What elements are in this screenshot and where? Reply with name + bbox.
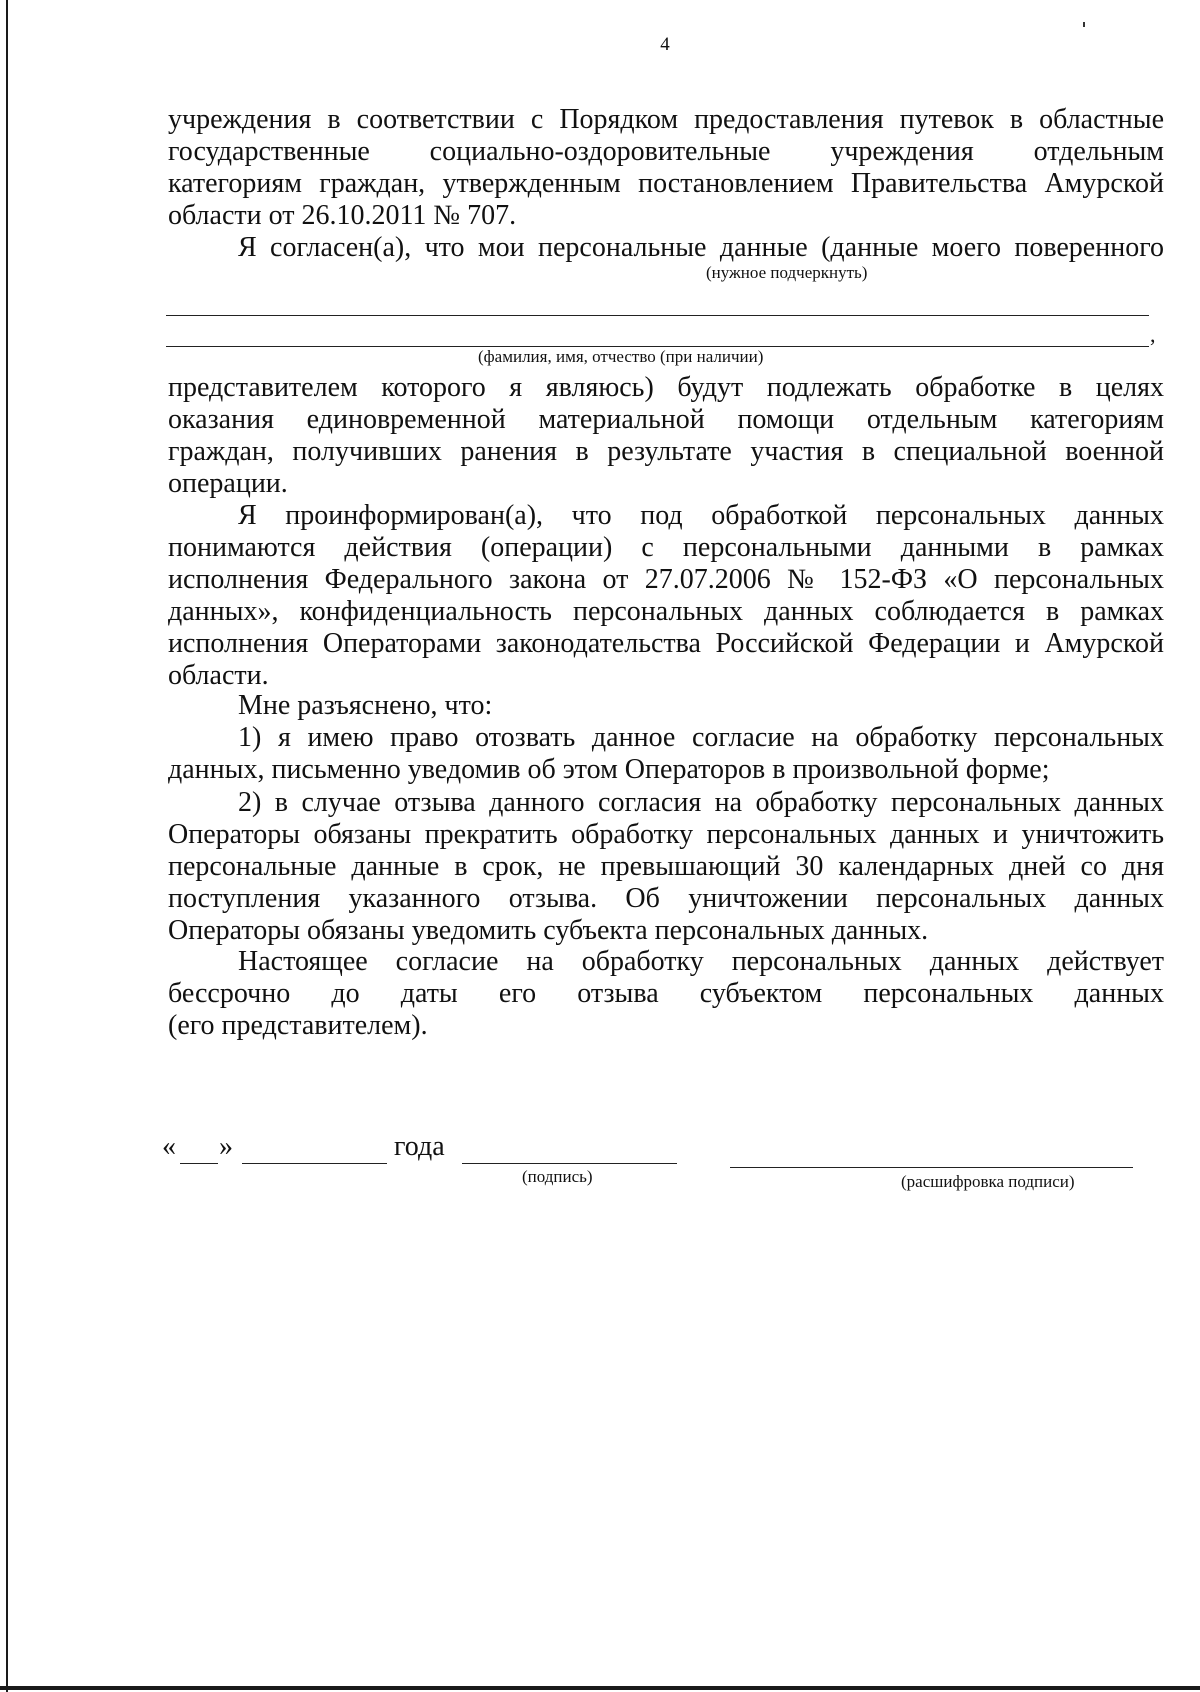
day-field[interactable]: [180, 1163, 218, 1164]
text-line: области от 26.10.2011 № 707.: [168, 200, 517, 231]
text-line: Настоящее согласие на обработку персональных данных действует: [238, 946, 1164, 977]
text-line: оказания единовременной материальной помощи отдельным категориям: [168, 404, 1164, 435]
text-line: поступления указанного отзыва. Об уничтожении персональных данных: [168, 883, 1164, 914]
name-line-comma: ,: [1150, 322, 1156, 347]
text-line: 2) в случае отзыва данного согласия на обработку персональных данных: [238, 787, 1164, 818]
paragraph-validity: [168, 946, 1164, 1042]
text-line: представителем которого я являюсь) будут подлежать обработке в целях: [168, 372, 1164, 403]
year-word: года: [394, 1131, 445, 1162]
text-line: учреждения в соответствии с Порядком предоставления путевок в областные: [168, 104, 1164, 135]
consent-intro: [168, 232, 1164, 264]
decoding-caption: (расшифровка подписи): [901, 1172, 1075, 1191]
signature-caption: (подпись): [522, 1167, 593, 1186]
page-number: 4: [660, 34, 670, 55]
item-withdraw-consequences: [168, 787, 1164, 947]
text-line: персональные данные в срок, не превышающий 30 календарных дней со дня: [168, 851, 1164, 882]
date-quote-close: »: [219, 1131, 233, 1162]
text-line: Я согласен(а), что мои персональные данные (данные моего поверенного: [238, 232, 1164, 263]
text-line: области.: [168, 660, 269, 691]
scan-bottom-edge: [0, 1686, 1200, 1690]
attorney-name-line-1[interactable]: [166, 315, 1149, 316]
month-field[interactable]: [242, 1163, 387, 1164]
text-line: граждан, получивших ранения в результате участия в специальной военной: [168, 436, 1164, 467]
explained-heading: [168, 690, 1164, 722]
signature-field[interactable]: [462, 1163, 677, 1164]
paragraph-informed: [168, 500, 1164, 692]
text-line: (его представителем).: [168, 1010, 428, 1041]
underline-hint: (нужное подчеркнуть): [706, 263, 868, 282]
text-line: операции.: [168, 468, 288, 499]
text-line: понимаются действия (операции) с персональными данными в рамках: [168, 532, 1164, 563]
scan-speck: [1083, 22, 1085, 27]
scan-left-edge: [6, 0, 8, 1692]
text-line: категориям граждан, утвержденным постановлением Правительства Амурской: [168, 168, 1164, 199]
paragraph-purpose: [168, 372, 1164, 500]
text-line: Мне разъяснено, что:: [238, 690, 493, 721]
text-line: Я проинформирован(а), что под обработкой персональных данных: [238, 500, 1164, 531]
item-withdraw-right: [168, 722, 1164, 786]
text-line: Операторы обязаны уведомить субъекта персональных данных.: [168, 915, 929, 946]
text-line: данных, письменно уведомив об этом Операторов в произвольной форме;: [168, 754, 1050, 785]
text-line: 1) я имею право отозвать данное согласие на обработку персональных: [238, 722, 1164, 753]
date-quote-open: «: [162, 1131, 176, 1162]
text-line: данных», конфиденциальность персональных данных соблюдается в рамках: [168, 596, 1164, 627]
paragraph-institutions: [168, 104, 1164, 232]
text-line: исполнения Федерального закона от 27.07.2006 № 152-ФЗ «О персональных: [168, 564, 1164, 595]
signature-decoding-field[interactable]: [730, 1167, 1133, 1168]
text-line: исполнения Операторами законодательства Российской Федерации и Амурской: [168, 628, 1164, 659]
text-line: государственные социально-оздоровительные учреждения отдельным: [168, 136, 1164, 167]
text-line: Операторы обязаны прекратить обработку персональных данных и уничтожить: [168, 819, 1164, 850]
text-line: бессрочно до даты его отзыва субъектом персональных данных: [168, 978, 1164, 1009]
name-caption: (фамилия, имя, отчество (при наличии): [478, 347, 764, 366]
